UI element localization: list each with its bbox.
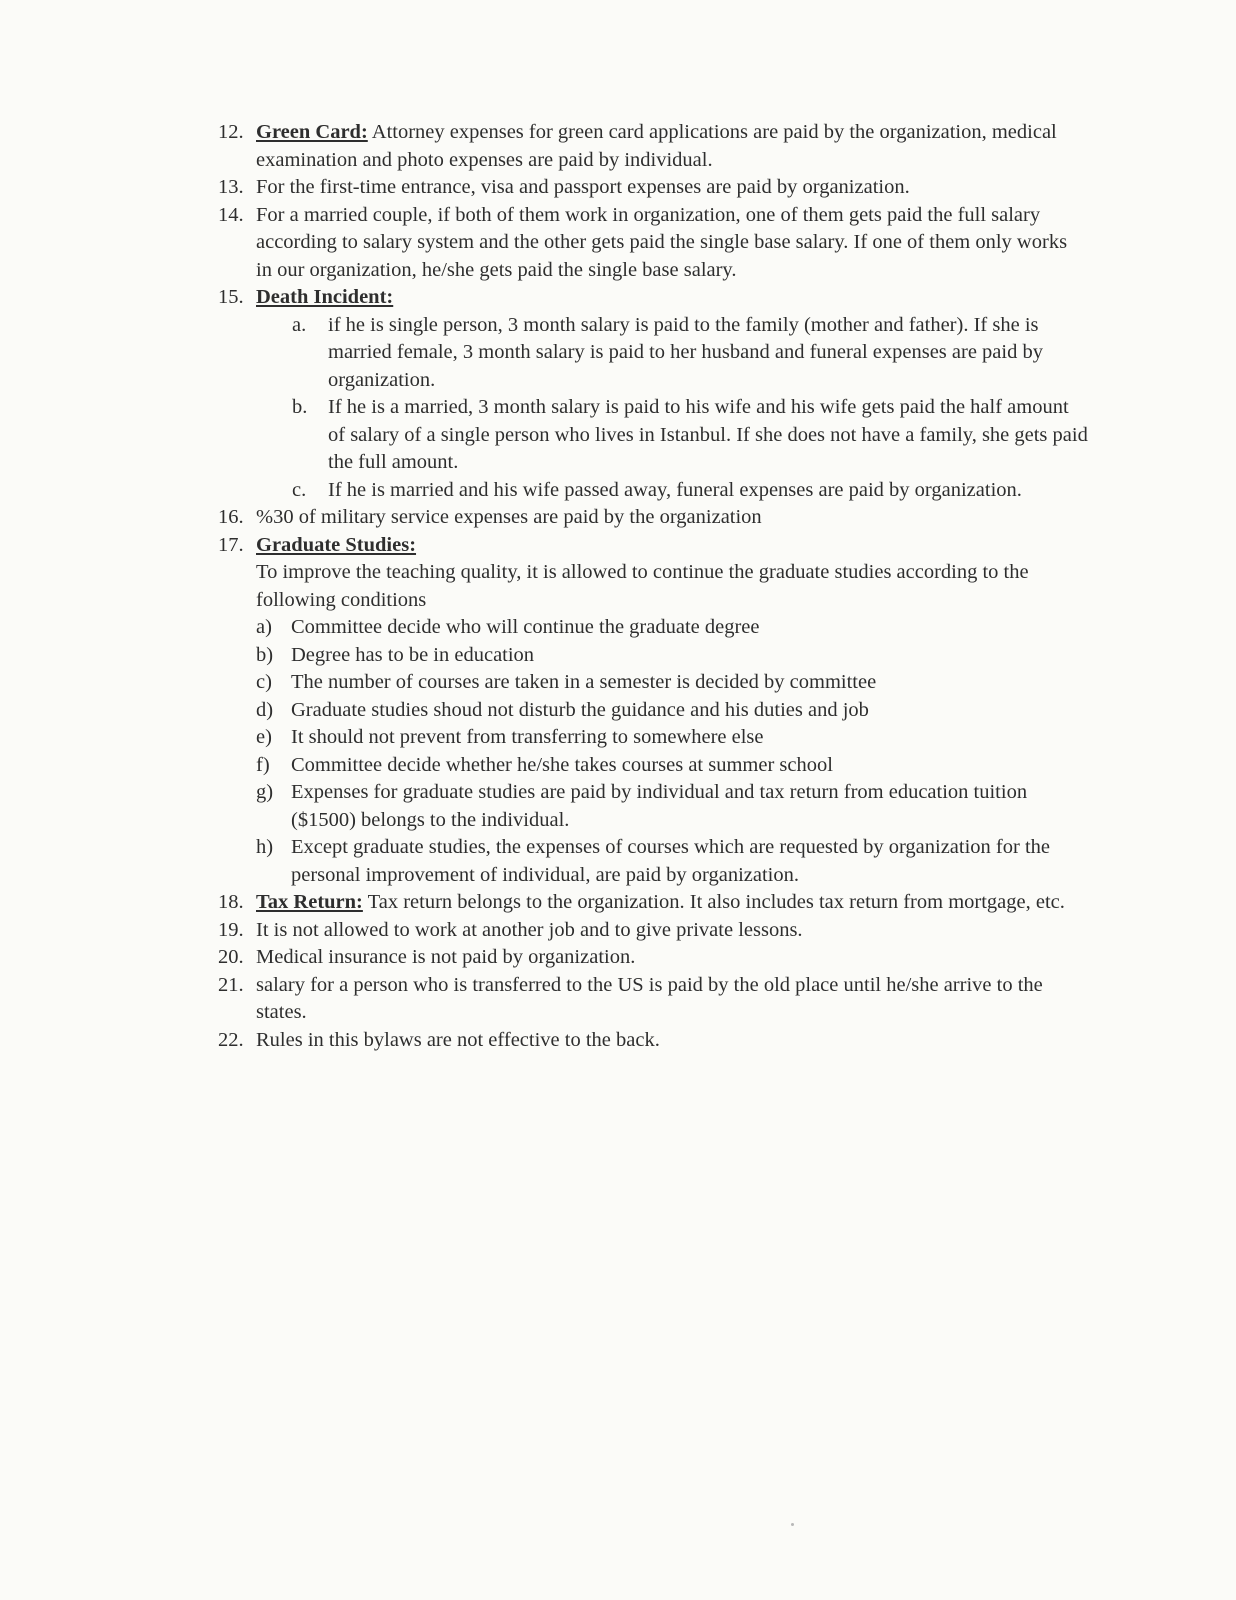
graduate-condition-h xyxy=(218,834,1088,889)
condition-marker: f) xyxy=(256,753,270,776)
condition-text: Committee decide who will continue the graduate degree xyxy=(291,616,760,638)
condition-marker: h) xyxy=(256,836,274,858)
subitem-marker: b. xyxy=(292,396,308,418)
item-text: Medical insurance is not paid by organization. xyxy=(256,946,636,968)
item-text: It is not allowed to work at another job and to give private lessons. xyxy=(256,918,803,941)
graduate-condition-e xyxy=(218,724,1088,752)
list-item-14 xyxy=(218,202,1088,285)
graduate-condition-b xyxy=(218,642,1088,670)
condition-text: Committee decide whether he/she takes courses at summer school xyxy=(291,753,833,776)
condition-text: Degree has to be in education xyxy=(291,643,535,666)
death-subitem-c xyxy=(218,477,1088,505)
condition-text: Graduate studies shoud not disturb the guidance and his duties and job xyxy=(291,698,869,721)
item-number: 19. xyxy=(218,918,244,941)
condition-marker: g) xyxy=(256,781,274,803)
list-item-20 xyxy=(218,944,1088,972)
list-item-17 xyxy=(218,532,1088,615)
list-item-19 xyxy=(218,917,1088,945)
graduate-condition-g xyxy=(218,779,1088,834)
list-item-15 xyxy=(218,284,1088,312)
graduate-condition-c xyxy=(218,669,1088,697)
item-heading: Death Incident: xyxy=(256,286,394,308)
bylaws-list xyxy=(218,119,1088,1054)
subitem-text: If he is a married, 3 month salary is paid to his wife and his wife gets paid the half amount of salary of a single person who lives in Istanbul. If she does not have a family, she gets paid the full amount. xyxy=(328,396,1088,473)
item-number: 17. xyxy=(218,533,244,556)
condition-text: Expenses for graduate studies are paid by individual and tax return from education tuition ($1500) belongs to the individual. xyxy=(291,781,1028,831)
item-number: 15. xyxy=(218,286,244,308)
subitem-text: if he is single person, 3 month salary is paid to the family (mother and father). If she is married female, 3 month salary is paid to her husband and funeral expenses are paid by organization. xyxy=(328,313,1043,391)
graduate-condition-d xyxy=(218,697,1088,725)
item-number: 22. xyxy=(218,1028,244,1051)
item-text: Rules in this bylaws are not effective to the back. xyxy=(256,1028,660,1051)
item-number: 14. xyxy=(218,203,244,226)
item-number: 20. xyxy=(218,946,244,968)
item-heading: Green Card: xyxy=(256,121,368,143)
item-heading: Graduate Studies: xyxy=(256,533,417,556)
condition-text: The number of courses are taken in a semester is decided by committee xyxy=(291,671,877,693)
item-text: %30 of military service expenses are paid by the organization xyxy=(256,506,762,528)
graduate-condition-f xyxy=(218,752,1088,780)
subitem-text: If he is married and his wife passed away, funeral expenses are paid by organization. xyxy=(328,478,1022,501)
item-number: 16. xyxy=(218,506,244,528)
death-subitem-b xyxy=(218,394,1088,477)
graduate-intro: To improve the teaching quality, it is allowed to continue the graduate studies according to the following conditions xyxy=(256,561,1029,611)
subitem-marker: c. xyxy=(292,478,307,501)
subitem-marker: a. xyxy=(292,313,307,336)
item-number: 18. xyxy=(218,891,244,913)
condition-marker: b) xyxy=(256,643,274,666)
condition-marker: e) xyxy=(256,726,272,748)
list-item-12 xyxy=(218,119,1088,174)
condition-marker: a) xyxy=(256,616,272,638)
list-item-18 xyxy=(218,889,1088,917)
item-number: 21. xyxy=(218,973,244,996)
death-subitem-a xyxy=(218,312,1088,395)
scan-speck xyxy=(791,1523,794,1526)
condition-text: It should not prevent from transferring to somewhere else xyxy=(291,726,764,748)
item-text: Attorney expenses for green card applications are paid by the organization, medical examination and photo expenses are paid by individual. xyxy=(256,121,1057,171)
list-item-13 xyxy=(218,174,1088,202)
graduate-condition-a xyxy=(218,614,1088,642)
item-text: Tax return belongs to the organization. It also includes tax return from mortgage, etc. xyxy=(362,891,1065,913)
condition-marker: d) xyxy=(256,698,274,721)
list-item-16 xyxy=(218,504,1088,532)
list-item-21 xyxy=(218,972,1088,1027)
item-text: salary for a person who is transferred to the US is paid by the old place until he/she arrive to the states. xyxy=(256,973,1043,1023)
item-heading: Tax Return: xyxy=(256,891,363,913)
item-text: For the first-time entrance, visa and passport expenses are paid by organization. xyxy=(256,176,910,198)
item-text: For a married couple, if both of them work in organization, one of them gets paid the full salary according to salary system and the other gets paid the single base salary. If one of them only works in our organization, he/she gets paid the single base salary. xyxy=(256,203,1068,281)
item-number: 12. xyxy=(218,121,244,143)
item-number: 13. xyxy=(218,176,244,198)
condition-text: Except graduate studies, the expenses of courses which are requested by organization for the personal improvement of individual, are paid by organization. xyxy=(291,836,1050,886)
list-item-22 xyxy=(218,1027,1088,1055)
condition-marker: c) xyxy=(256,671,272,693)
